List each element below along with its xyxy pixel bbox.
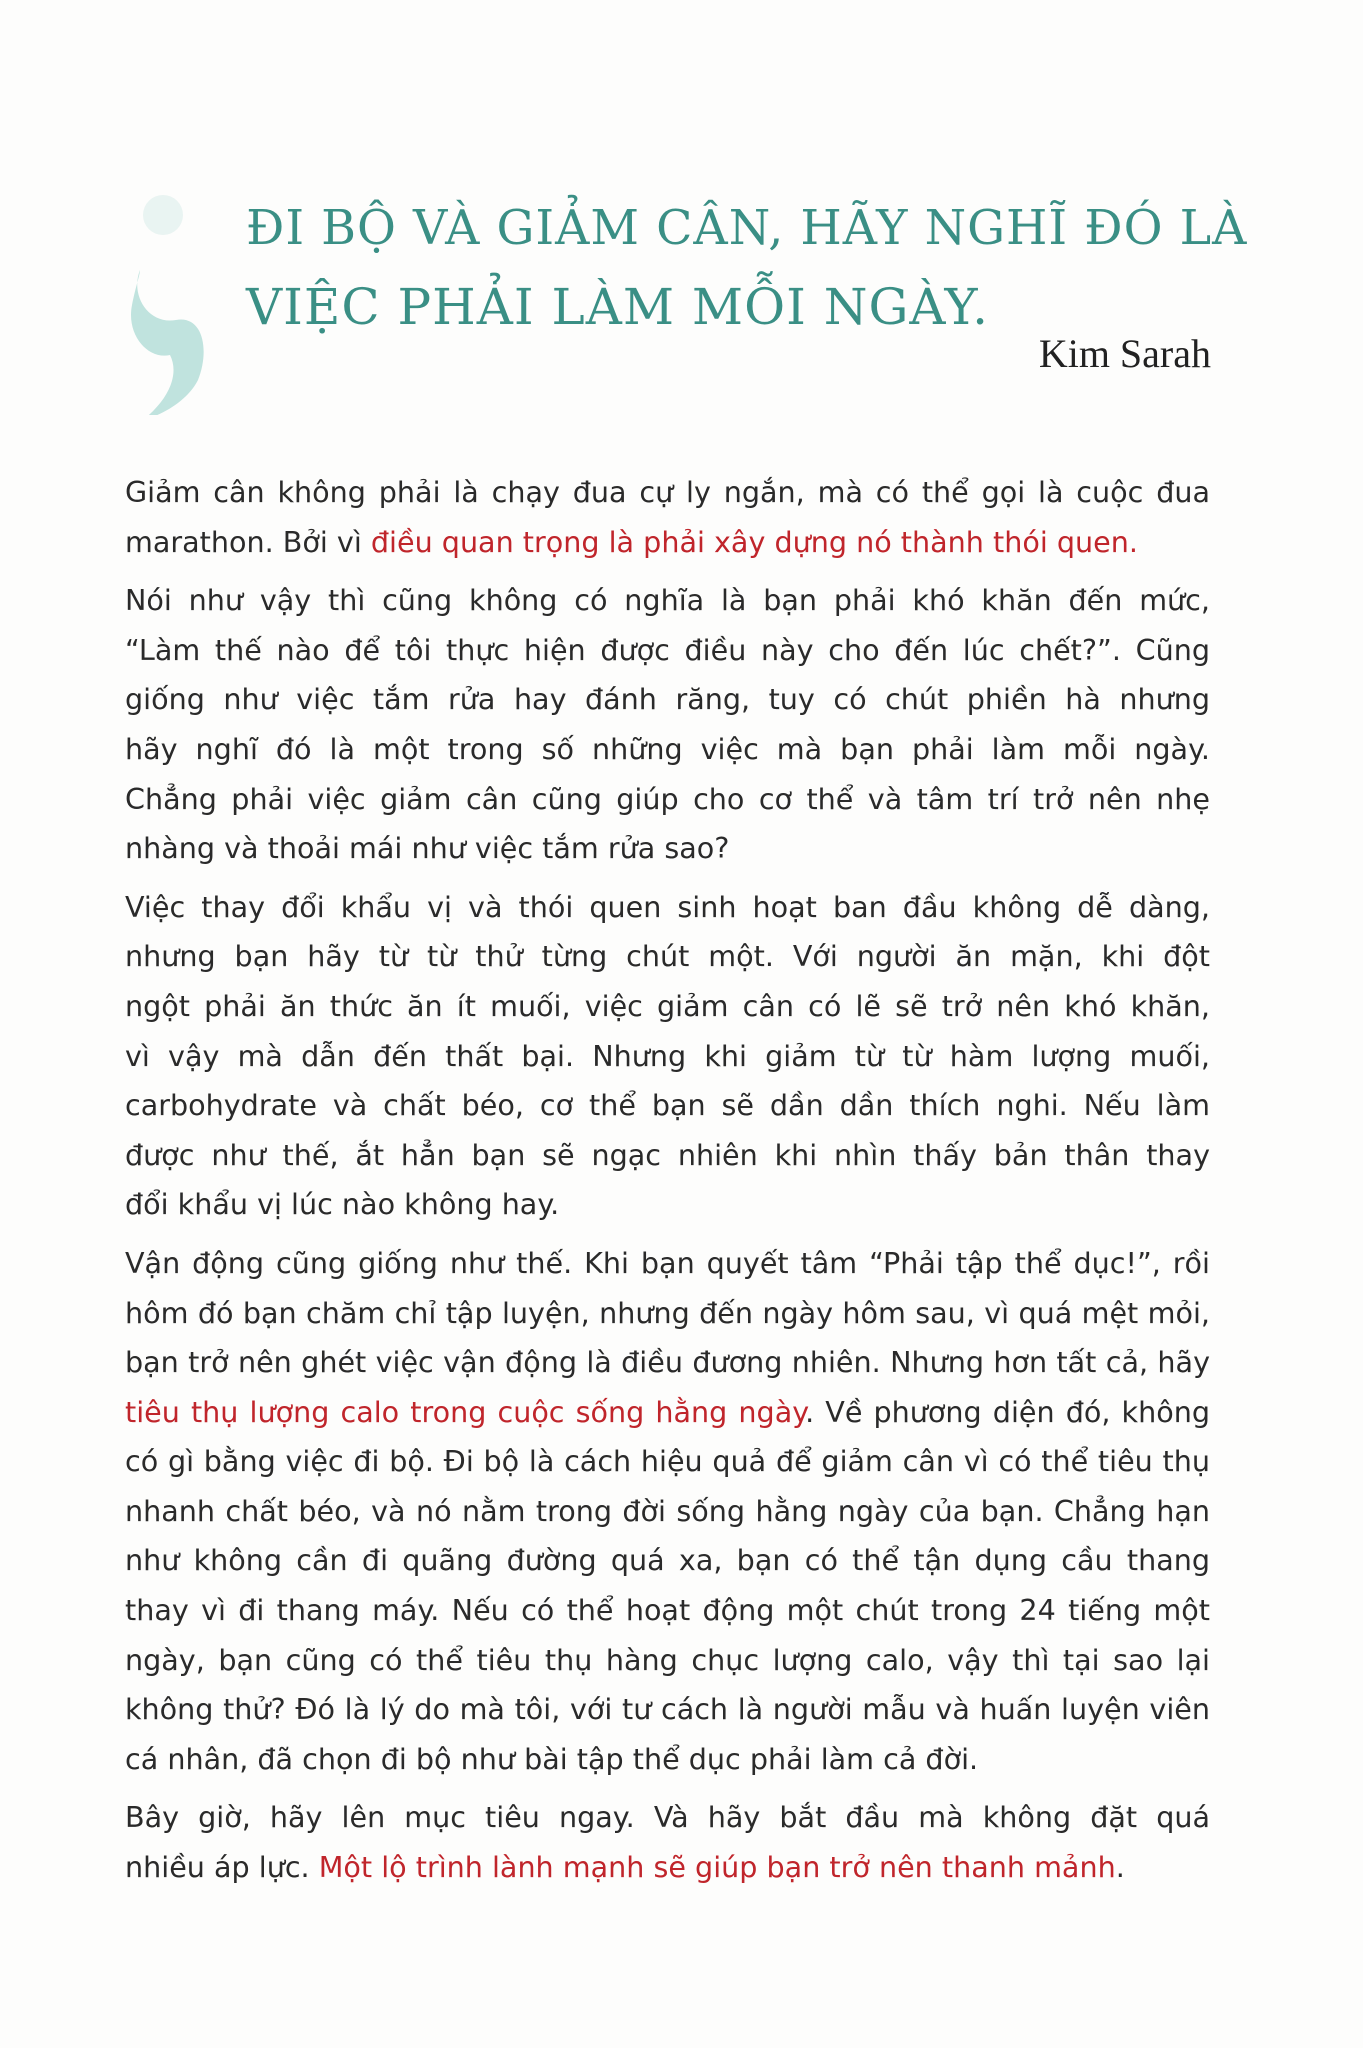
text-line: hôm đó bạn chăm chỉ tập luyện, nhưng đến ngày hôm sau, vì quá mệt mỏi,	[125, 1295, 1210, 1330]
text-run: marathon. Bởi vì	[125, 524, 371, 559]
paragraph-4	[125, 1239, 1210, 1785]
text-line: như không cần đi quãng đường quá xa, bạn có thể tận dụng cầu thang	[125, 1543, 1210, 1578]
paragraph-2	[125, 576, 1210, 874]
text-line: Vận động cũng giống như thế. Khi bạn quyết tâm “Phải tập thể dục!”, rồi	[125, 1245, 1210, 1280]
text-line: thay vì đi thang máy. Nếu có thể hoạt động một chút trong 24 tiếng một	[125, 1593, 1210, 1628]
body-text	[125, 468, 1210, 1902]
text-line: ngày, bạn cũng có thể tiêu thụ hàng chục lượng calo, vậy thì tại sao lại	[125, 1642, 1210, 1677]
highlighted-text: Một lộ trình lành mạnh sẽ giúp bạn trở nên thanh mảnh	[318, 1850, 1116, 1885]
text-line: Chẳng phải việc giảm cân cũng giúp cho cơ thể và tâm trí trở nên nhẹ	[125, 781, 1210, 816]
paragraph-1	[125, 468, 1210, 567]
text-line: nhanh chất béo, và nó nằm trong đời sống hằng ngày của bạn. Chẳng hạn	[125, 1493, 1210, 1528]
highlighted-text: điều quan trọng là phải xây dựng nó thành thói quen.	[370, 524, 1138, 559]
text-line: cá nhân, đã chọn đi bộ như bài tập thể dục phải làm cả đời.	[125, 1741, 979, 1776]
text-line	[125, 1388, 1210, 1438]
quote-line-1: ĐI BỘ VÀ GIẢM CÂN, HÃY NGHĨ ĐÓ LÀ	[246, 201, 1248, 256]
text-line: được như thế, ắt hẳn bạn sẽ ngạc nhiên khi nhìn thấy bản thân thay	[125, 1137, 1210, 1172]
text-line: giống như việc tắm rửa hay đánh răng, tuy có chút phiền hà nhưng	[125, 682, 1210, 717]
text-line: hãy nghĩ đó là một trong số những việc mà bạn phải làm mỗi ngày.	[125, 731, 1210, 766]
text-line: bạn trở nên ghét việc vận động là điều đương nhiên. Nhưng hơn tất cả, hãy	[125, 1345, 1210, 1380]
text-line	[125, 518, 1210, 568]
comma-quote-mark-icon	[118, 175, 208, 415]
text-line: nhưng bạn hãy từ từ thử từng chút một. Với người ăn mặn, khi đột	[125, 939, 1210, 974]
text-run: . Về phương diện đó, không	[805, 1394, 1210, 1429]
text-line	[125, 1843, 1210, 1893]
text-run: nhiều áp lực.	[125, 1850, 319, 1885]
paragraph-3	[125, 883, 1210, 1230]
paragraph-5	[125, 1793, 1210, 1892]
text-line: đổi khẩu vị lúc nào không hay.	[125, 1187, 560, 1222]
text-line: có gì bằng việc đi bộ. Đi bộ là cách hiệu quả để giảm cân vì có thể tiêu thụ	[125, 1444, 1210, 1479]
text-line: nhàng và thoải mái như việc tắm rửa sao?	[125, 831, 730, 866]
text-run: .	[1115, 1850, 1125, 1885]
text-line: carbohydrate và chất béo, cơ thể bạn sẽ dần dần thích nghi. Nếu làm	[125, 1088, 1210, 1123]
text-line: Nói như vậy thì cũng không có nghĩa là bạn phải khó khăn đến mức,	[125, 583, 1210, 618]
text-line: Bây giờ, hãy lên mục tiêu ngay. Và hãy bắt đầu mà không đặt quá	[125, 1800, 1210, 1835]
highlighted-text: tiêu thụ lượng calo trong cuộc sống hằng ngày	[125, 1394, 806, 1429]
quote-author: Kim Sarah	[1038, 331, 1211, 376]
text-line: không thử? Đó là lý do mà tôi, với tư cách là người mẫu và huấn luyện viên	[125, 1692, 1210, 1727]
text-line: vì vậy mà dẫn đến thất bại. Nhưng khi giảm từ từ hàm lượng muối,	[125, 1038, 1210, 1073]
quote-heading	[246, 190, 1246, 346]
text-line: “Làm thế nào để tôi thực hiện được điều này cho đến lúc chết?”. Cũng	[125, 632, 1210, 667]
text-line: ngột phải ăn thức ăn ít muối, việc giảm cân có lẽ sẽ trở nên khó khăn,	[125, 988, 1210, 1023]
text-line: Việc thay đổi khẩu vị và thói quen sinh hoạt ban đầu không dễ dàng,	[125, 889, 1210, 924]
text-line: Giảm cân không phải là chạy đua cự ly ngắn, mà có thể gọi là cuộc đua	[125, 475, 1210, 509]
quote-line-2: VIỆC PHẢI LÀM MỖI NGÀY.	[246, 278, 989, 336]
